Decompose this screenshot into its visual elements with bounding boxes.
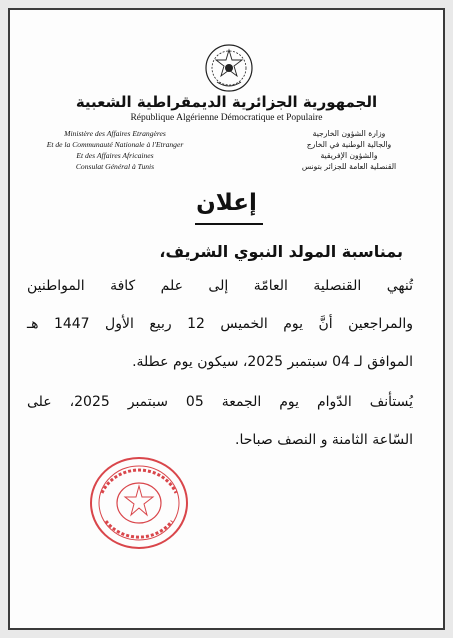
notice-occasion: بمناسبة المولد النبوي الشريف، [159,242,403,261]
notice-body-line: الموافق لـ 04 سبتمبر 2025، سيكون يوم عطلة. [132,354,413,370]
republic-name-arabic: الجمهورية الجزائرية الديمقراطية الشعبية [75,93,378,111]
notice-body-line: والمراجعين أنَّ يوم الخميس 12 ربيع الأول 1447 هـ [27,316,414,332]
republic-name-french: République Algérienne Démocratique et Populaire [130,113,323,123]
ministry-block-french [30,128,200,172]
ministry-line: Et des Affaires Africaines [76,151,154,160]
notice-title: إعلان [196,190,257,216]
consulate-line: Consulat Général à Tunis [75,162,155,171]
consulate-line: القنصلية العامة للجزائر بتونس [301,162,397,171]
consulate-seal-icon [86,453,192,553]
ministry-block-arabic [269,128,429,172]
ministry-line: والجالية الوطنية في الخارج [306,140,392,149]
ministry-line: والشؤون الإفريقية [320,151,378,160]
notice-body-line: تُنهي القنصلية العامّة إلى علم كافة المواطنين [27,278,413,294]
title-underline [195,223,263,225]
notice-body-line: يُستأنف الدّوام يوم الجمعة 05 سبتمبر 2025، على [27,394,413,410]
ministry-line: وزارة الشؤون الخارجية [312,129,386,138]
ministry-line: Et de la Communauté Nationale à l'Etranger [46,140,184,149]
ministry-line: Ministère des Affaires Etrangères [64,129,166,138]
algeria-emblem-icon [203,42,255,94]
document-page [8,8,445,630]
notice-body-line: السّاعة الثامنة و النصف صباحا. [235,432,413,448]
